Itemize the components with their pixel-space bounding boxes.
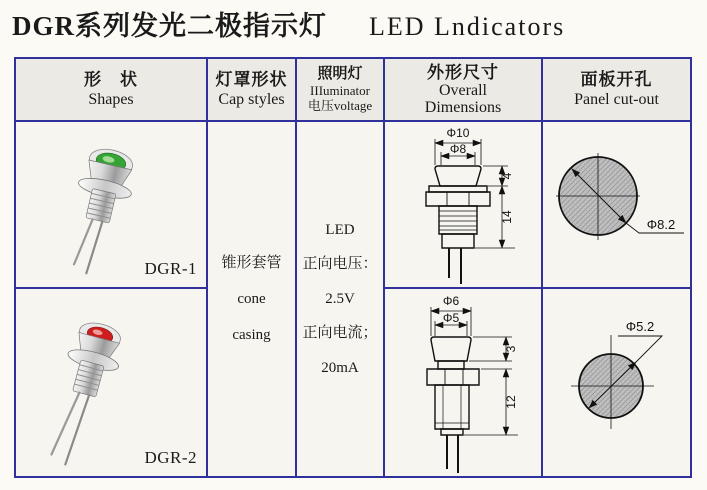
dim-cap-height-dgr2: 3 xyxy=(504,345,518,353)
page-title-zh: DGR系列发光二极指示灯 xyxy=(12,11,327,41)
forward-voltage-label: 正向电压： xyxy=(302,256,378,273)
illuminator-cell xyxy=(297,122,383,476)
dim-inner-dia-dgr1: Φ8 xyxy=(449,142,467,156)
illuminator-type: LED xyxy=(325,221,355,238)
cap-style-en2: casing xyxy=(232,327,271,343)
header-shapes-en: Shapes xyxy=(88,91,134,109)
header-shapes xyxy=(16,59,206,120)
dim-outer-dia-dgr1: Φ10 xyxy=(446,126,470,140)
forward-voltage-value: 2.5V xyxy=(325,290,355,307)
photo-cell-dgr1 xyxy=(16,122,206,287)
dimensions-drawing-dgr1 xyxy=(385,122,541,287)
cutout-dia-dgr2: Φ5.2 xyxy=(625,319,655,334)
header-cutout-en: Panel cut-out xyxy=(574,91,659,109)
dim-inner-dia-dgr2: Φ5 xyxy=(442,311,460,325)
cutout-cell-dgr1 xyxy=(543,122,690,287)
cutout-drawing-dgr1 xyxy=(543,122,690,287)
header-illuminator-zh: 照明灯 xyxy=(317,66,363,83)
header-shapes-zh: 形 状 xyxy=(84,69,138,89)
header-cap-styles xyxy=(208,59,295,120)
cap-style-zh: 锥形套管 xyxy=(221,255,282,271)
spec-table xyxy=(14,57,692,478)
photo-cell-dgr2 xyxy=(16,289,206,476)
header-cap-zh: 灯罩形状 xyxy=(215,69,288,89)
header-dimensions-zh: 外形尺寸 xyxy=(427,63,499,83)
dimensions-drawing-dgr2 xyxy=(385,289,541,476)
model-label-dgr2: DGR-2 xyxy=(144,448,197,467)
header-cap-en: Cap styles xyxy=(218,91,285,109)
header-illuminator-sub: 电压voltage xyxy=(307,97,373,113)
header-panel-cutout xyxy=(543,59,690,120)
dim-body-height-dgr1: 14 xyxy=(500,210,514,224)
model-label-dgr1: DGR-1 xyxy=(144,259,197,278)
cutout-dia-dgr1: Φ8.2 xyxy=(646,217,676,232)
cutout-drawing-dgr2 xyxy=(543,289,690,476)
dimensions-cell-dgr2 xyxy=(385,289,541,476)
dim-body-height-dgr2: 12 xyxy=(504,395,518,409)
header-dimensions-en2: Dimensions xyxy=(424,99,502,117)
dim-outer-dia-dgr2: Φ6 xyxy=(442,294,460,308)
forward-current-value: 20mA xyxy=(321,359,359,376)
cutout-cell-dgr2 xyxy=(543,289,690,476)
dim-cap-height-dgr1: 4 xyxy=(500,172,514,180)
forward-current-label: 正向电流； xyxy=(302,325,378,342)
header-illuminator xyxy=(297,59,383,120)
header-dimensions-en1: Overall xyxy=(439,82,487,100)
header-cutout-zh: 面板开孔 xyxy=(580,69,653,89)
header-dimensions xyxy=(385,59,541,120)
page-title xyxy=(12,4,702,43)
header-illuminator-en: IIIuminator xyxy=(310,82,370,98)
dimensions-cell-dgr1 xyxy=(385,122,541,287)
cap-style-cell xyxy=(208,122,295,476)
cap-style-en1: cone xyxy=(237,291,266,307)
page-title-en: LED Lndicators xyxy=(369,12,566,41)
